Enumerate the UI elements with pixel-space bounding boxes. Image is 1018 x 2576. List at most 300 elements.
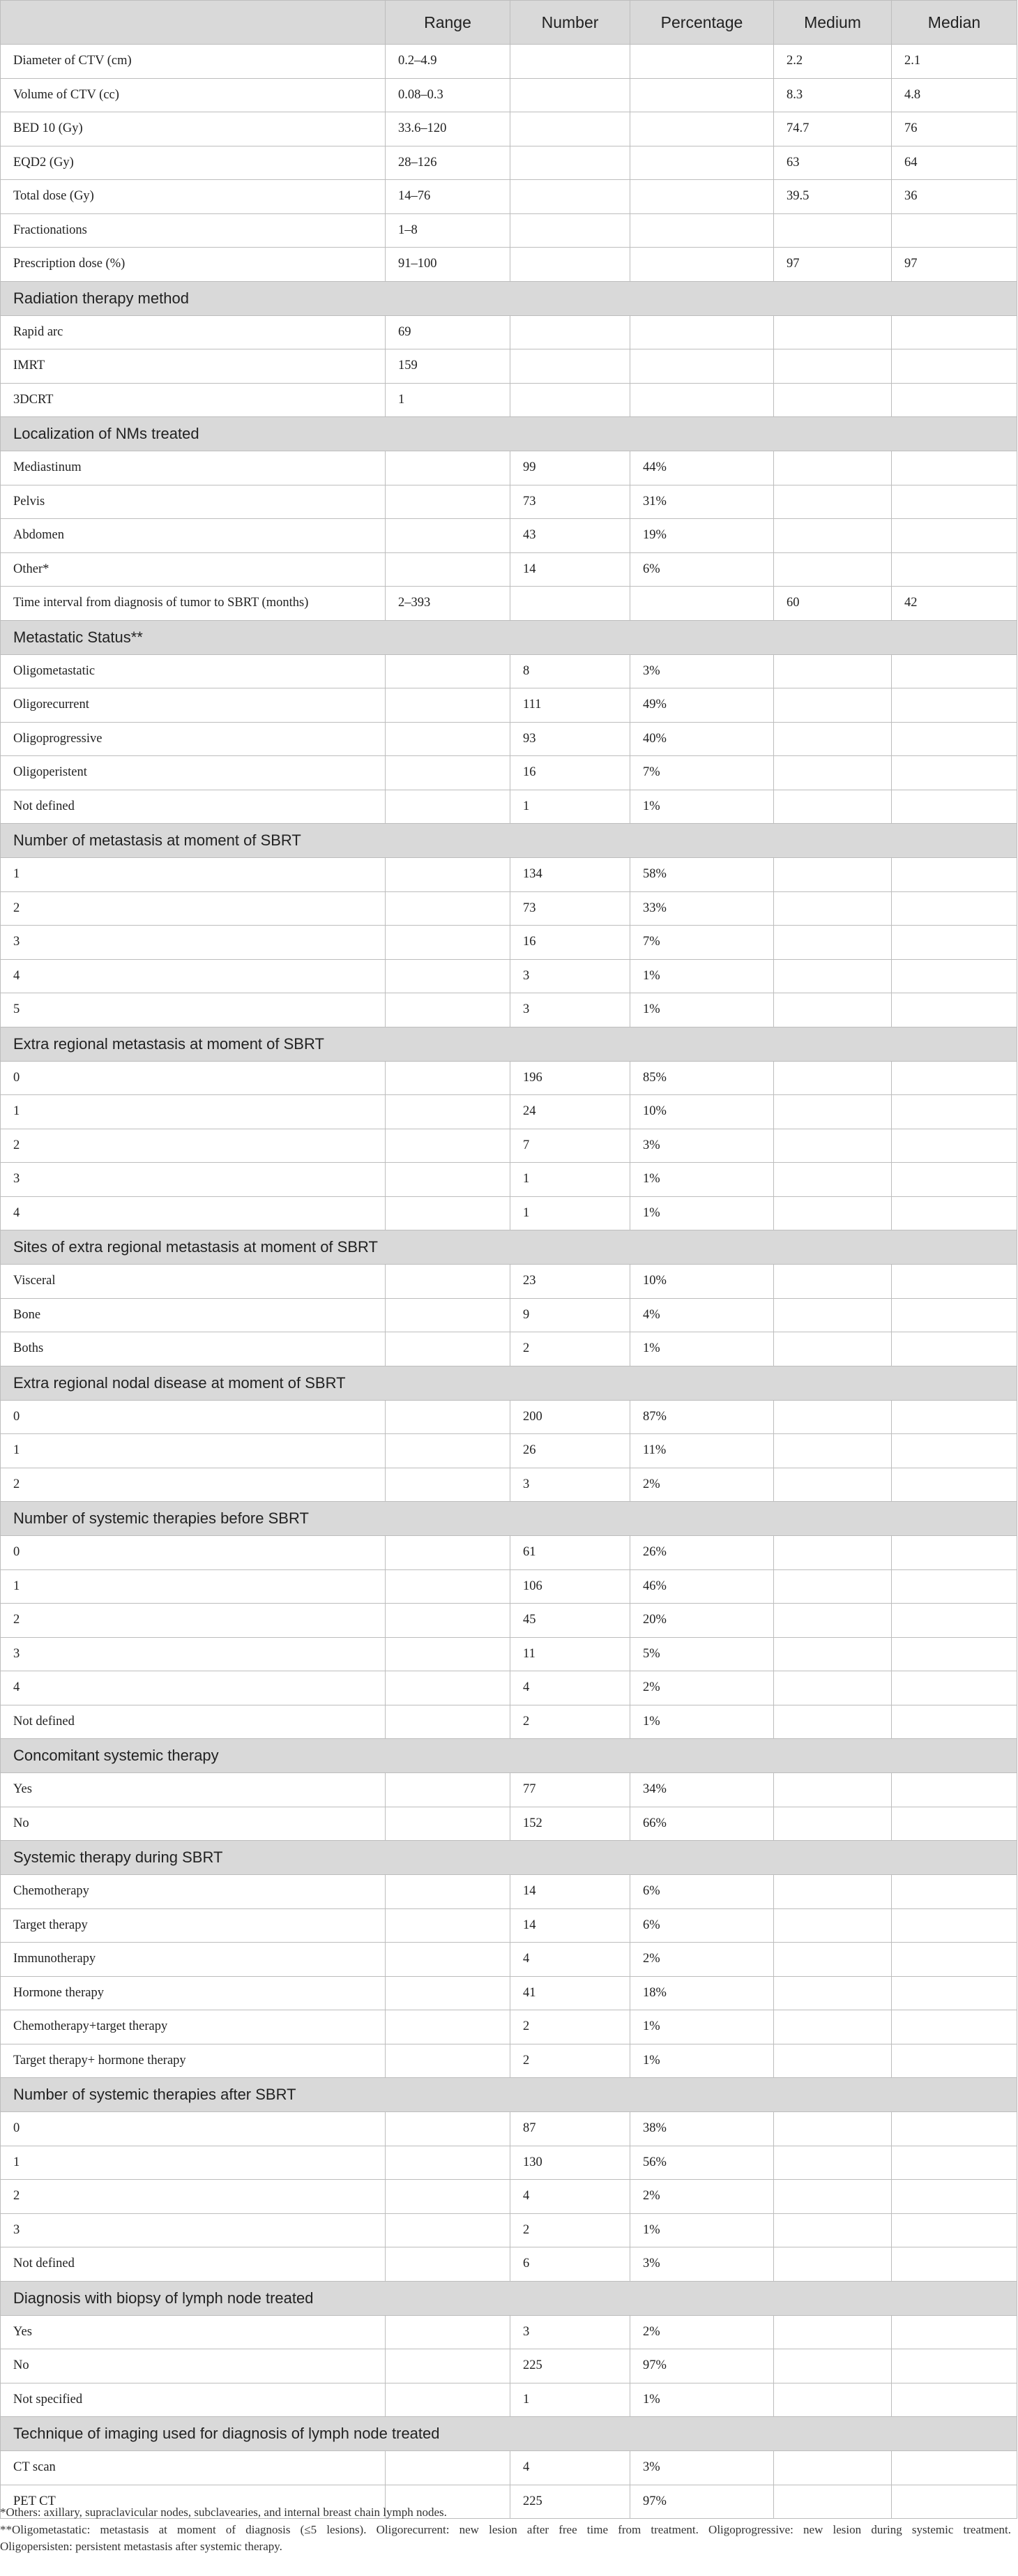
cell-number: 3 xyxy=(510,959,630,993)
cell-number: 1 xyxy=(510,1163,630,1197)
cell-median xyxy=(892,1400,1017,1434)
cell-number: 41 xyxy=(510,1976,630,2010)
cell-number: 16 xyxy=(510,756,630,790)
cell-range xyxy=(386,1265,510,1299)
cell-range xyxy=(386,1604,510,1638)
cell-range xyxy=(386,2044,510,2078)
cell-range: 69 xyxy=(386,315,510,349)
cell-percentage: 34% xyxy=(630,1773,774,1807)
cell-label: BED 10 (Gy) xyxy=(1,112,386,146)
cell-number: 4 xyxy=(510,2180,630,2214)
cell-label: 0 xyxy=(1,1061,386,1095)
cell-number: 4 xyxy=(510,1671,630,1705)
cell-number: 3 xyxy=(510,993,630,1027)
cell-medium xyxy=(774,1976,892,2010)
cell-median xyxy=(892,1536,1017,1570)
cell-range: 1 xyxy=(386,383,510,417)
cell-number: 2 xyxy=(510,2010,630,2044)
cell-median xyxy=(892,1976,1017,2010)
cell-label: 1 xyxy=(1,2146,386,2180)
table-row xyxy=(1,112,1017,146)
cell-percentage: 1% xyxy=(630,790,774,824)
table-row xyxy=(1,993,1017,1027)
cell-median xyxy=(892,2044,1017,2078)
section-header-row xyxy=(1,824,1017,858)
cell-percentage: 1% xyxy=(630,1705,774,1739)
cell-medium xyxy=(774,2315,892,2349)
table-row xyxy=(1,959,1017,993)
cell-label: 3 xyxy=(1,2213,386,2247)
cell-percentage: 87% xyxy=(630,1400,774,1434)
table-row xyxy=(1,451,1017,485)
cell-range xyxy=(386,2146,510,2180)
cell-label: Abdomen xyxy=(1,519,386,553)
cell-number: 225 xyxy=(510,2485,630,2519)
cell-label: CT scan xyxy=(1,2451,386,2485)
cell-label: Rapid arc xyxy=(1,315,386,349)
cell-number: 73 xyxy=(510,485,630,519)
cell-percentage: 2% xyxy=(630,1671,774,1705)
cell-label: 3 xyxy=(1,1163,386,1197)
cell-range xyxy=(386,1976,510,2010)
cell-label: Not specified xyxy=(1,2383,386,2417)
cell-label: Volume of CTV (cc) xyxy=(1,78,386,112)
table-row xyxy=(1,1434,1017,1468)
cell-range xyxy=(386,1773,510,1807)
cell-percentage xyxy=(630,349,774,384)
table-row xyxy=(1,1875,1017,1909)
cell-number: 106 xyxy=(510,1569,630,1604)
cell-percentage: 2% xyxy=(630,2180,774,2214)
cell-range xyxy=(386,1569,510,1604)
cell-number xyxy=(510,213,630,248)
cell-label: Immunotherapy xyxy=(1,1943,386,1977)
cell-number: 8 xyxy=(510,654,630,688)
cell-number: 2 xyxy=(510,2213,630,2247)
cell-median xyxy=(892,1604,1017,1638)
cell-percentage: 44% xyxy=(630,451,774,485)
cell-percentage: 56% xyxy=(630,2146,774,2180)
cell-range xyxy=(386,1434,510,1468)
cell-median xyxy=(892,1773,1017,1807)
cell-medium xyxy=(774,2146,892,2180)
cell-percentage: 19% xyxy=(630,519,774,553)
cell-number: 43 xyxy=(510,519,630,553)
table-row xyxy=(1,2180,1017,2214)
cell-median xyxy=(892,451,1017,485)
cell-medium: 60 xyxy=(774,587,892,621)
table-row xyxy=(1,1265,1017,1299)
cell-percentage: 18% xyxy=(630,1976,774,2010)
table-row xyxy=(1,1332,1017,1366)
cell-percentage: 20% xyxy=(630,1604,774,1638)
cell-medium xyxy=(774,315,892,349)
cell-range xyxy=(386,2349,510,2383)
section-header-label: Radiation therapy method xyxy=(1,281,1017,315)
cell-median xyxy=(892,1265,1017,1299)
cell-median xyxy=(892,1569,1017,1604)
cell-range xyxy=(386,2315,510,2349)
cell-number xyxy=(510,146,630,180)
section-header-row xyxy=(1,2078,1017,2112)
cell-medium: 63 xyxy=(774,146,892,180)
cell-percentage: 2% xyxy=(630,2315,774,2349)
cell-median xyxy=(892,2383,1017,2417)
cell-medium: 2.2 xyxy=(774,45,892,79)
section-header-row xyxy=(1,281,1017,315)
cell-median xyxy=(892,722,1017,756)
cell-percentage xyxy=(630,248,774,282)
section-header-label: Number of metastasis at moment of SBRT xyxy=(1,824,1017,858)
cell-percentage: 58% xyxy=(630,858,774,892)
cell-range xyxy=(386,926,510,960)
cell-medium xyxy=(774,2112,892,2146)
cell-medium xyxy=(774,1807,892,1841)
cell-medium xyxy=(774,2180,892,2214)
cell-median xyxy=(892,2451,1017,2485)
section-header-label: Concomitant systemic therapy xyxy=(1,1739,1017,1773)
cell-medium xyxy=(774,552,892,587)
cell-number: 87 xyxy=(510,2112,630,2146)
table-row xyxy=(1,790,1017,824)
table-row xyxy=(1,248,1017,282)
cell-medium xyxy=(774,891,892,926)
cell-percentage: 7% xyxy=(630,926,774,960)
cell-number: 134 xyxy=(510,858,630,892)
table-row xyxy=(1,1976,1017,2010)
cell-number: 4 xyxy=(510,1943,630,1977)
section-header-label: Metastatic Status** xyxy=(1,620,1017,654)
cell-range: 0.08–0.3 xyxy=(386,78,510,112)
header-cell-range: Range xyxy=(386,1,510,45)
cell-percentage: 3% xyxy=(630,2451,774,2485)
cell-range xyxy=(386,2247,510,2282)
table-row xyxy=(1,891,1017,926)
cell-median xyxy=(892,2247,1017,2282)
footnote-metastatic-status: **Oligometastatic: metastasis at moment of diagnosis (≤5 lesions). Oligorecurrent: new lesion after free time from treatment. Oligoprogressive: new lesion during systemic treatment. xyxy=(0,2522,1011,2536)
cell-percentage xyxy=(630,146,774,180)
cell-percentage: 38% xyxy=(630,2112,774,2146)
cell-medium xyxy=(774,1400,892,1434)
cell-medium xyxy=(774,858,892,892)
cell-medium xyxy=(774,790,892,824)
cell-number xyxy=(510,383,630,417)
cell-number xyxy=(510,45,630,79)
cell-medium xyxy=(774,451,892,485)
cell-median xyxy=(892,1875,1017,1909)
cell-number: 1 xyxy=(510,790,630,824)
cell-range: 33.6–120 xyxy=(386,112,510,146)
cell-median xyxy=(892,756,1017,790)
cell-medium xyxy=(774,1265,892,1299)
cell-median xyxy=(892,1434,1017,1468)
table-body xyxy=(1,45,1017,2519)
cell-medium xyxy=(774,1163,892,1197)
section-header-row xyxy=(1,1230,1017,1265)
section-header-row xyxy=(1,2281,1017,2315)
cell-label: No xyxy=(1,1807,386,1841)
cell-percentage: 1% xyxy=(630,2383,774,2417)
section-header-label: Number of systemic therapies before SBRT xyxy=(1,1502,1017,1536)
section-header-label: Technique of imaging used for diagnosis of lymph node treated xyxy=(1,2417,1017,2451)
cell-label: 4 xyxy=(1,959,386,993)
cell-number: 14 xyxy=(510,552,630,587)
cell-percentage: 40% xyxy=(630,722,774,756)
cell-number: 1 xyxy=(510,2383,630,2417)
table-row xyxy=(1,1943,1017,1977)
cell-medium: 8.3 xyxy=(774,78,892,112)
cell-median xyxy=(892,213,1017,248)
cell-range xyxy=(386,1298,510,1332)
header-cell-number: Number xyxy=(510,1,630,45)
cell-range xyxy=(386,552,510,587)
table-row xyxy=(1,213,1017,248)
table-row xyxy=(1,1400,1017,1434)
cell-median xyxy=(892,926,1017,960)
header-cell-percentage: Percentage xyxy=(630,1,774,45)
cell-label: 4 xyxy=(1,1196,386,1230)
table-row xyxy=(1,2213,1017,2247)
cell-medium xyxy=(774,1671,892,1705)
cell-label: IMRT xyxy=(1,349,386,384)
section-header-label: Systemic therapy during SBRT xyxy=(1,1841,1017,1875)
cell-range: 28–126 xyxy=(386,146,510,180)
cell-percentage: 2% xyxy=(630,1468,774,1502)
cell-percentage: 10% xyxy=(630,1095,774,1129)
cell-percentage: 49% xyxy=(630,688,774,723)
cell-percentage: 97% xyxy=(630,2349,774,2383)
table-row xyxy=(1,1163,1017,1197)
cell-label: Hormone therapy xyxy=(1,1976,386,2010)
cell-percentage: 97% xyxy=(630,2485,774,2519)
cell-label: 1 xyxy=(1,1569,386,1604)
cell-medium xyxy=(774,1773,892,1807)
cell-number: 200 xyxy=(510,1400,630,1434)
cell-median xyxy=(892,993,1017,1027)
table-row xyxy=(1,552,1017,587)
table-row xyxy=(1,2349,1017,2383)
cell-median xyxy=(892,552,1017,587)
cell-medium xyxy=(774,485,892,519)
cell-percentage: 4% xyxy=(630,1298,774,1332)
cell-median xyxy=(892,654,1017,688)
cell-label: 3DCRT xyxy=(1,383,386,417)
cell-label: 3 xyxy=(1,1637,386,1671)
cell-number: 2 xyxy=(510,2044,630,2078)
cell-number: 2 xyxy=(510,1332,630,1366)
cell-median xyxy=(892,959,1017,993)
cell-range xyxy=(386,1637,510,1671)
table-row xyxy=(1,485,1017,519)
cell-percentage: 85% xyxy=(630,1061,774,1095)
cell-range xyxy=(386,1468,510,1502)
cell-range xyxy=(386,2010,510,2044)
cell-range xyxy=(386,519,510,553)
cell-medium xyxy=(774,2383,892,2417)
cell-label: Mediastinum xyxy=(1,451,386,485)
cell-median: 4.8 xyxy=(892,78,1017,112)
cell-percentage: 2% xyxy=(630,1943,774,1977)
cell-number: 3 xyxy=(510,2315,630,2349)
cell-range xyxy=(386,2213,510,2247)
cell-label: 2 xyxy=(1,1129,386,1163)
cell-median xyxy=(892,1129,1017,1163)
table-row xyxy=(1,654,1017,688)
table-row xyxy=(1,1196,1017,1230)
table-row xyxy=(1,2044,1017,2078)
cell-label: PET CT xyxy=(1,2485,386,2519)
cell-number: 4 xyxy=(510,2451,630,2485)
cell-percentage xyxy=(630,383,774,417)
cell-label: 2 xyxy=(1,1604,386,1638)
section-header-label: Extra regional metastasis at moment of SBRT xyxy=(1,1027,1017,1061)
cell-label: No xyxy=(1,2349,386,2383)
footnote-metastatic-status-cont: Oligopersisten: persistent metastasis after systemic therapy. xyxy=(0,2540,282,2553)
cell-median xyxy=(892,1671,1017,1705)
cell-label: 4 xyxy=(1,1671,386,1705)
table-row xyxy=(1,1468,1017,1502)
cell-range xyxy=(386,1095,510,1129)
section-header-label: Extra regional nodal disease at moment of SBRT xyxy=(1,1366,1017,1400)
cell-number: 93 xyxy=(510,722,630,756)
cell-number: 9 xyxy=(510,1298,630,1332)
cell-number: 130 xyxy=(510,2146,630,2180)
section-header-label: Localization of NMs treated xyxy=(1,417,1017,451)
cell-percentage: 7% xyxy=(630,756,774,790)
table-row xyxy=(1,146,1017,180)
table-row xyxy=(1,1773,1017,1807)
cell-medium xyxy=(774,2451,892,2485)
cell-percentage: 1% xyxy=(630,2044,774,2078)
cell-label: Oligorecurrent xyxy=(1,688,386,723)
cell-range: 14–76 xyxy=(386,180,510,214)
table-row xyxy=(1,2383,1017,2417)
cell-median xyxy=(892,2010,1017,2044)
cell-number xyxy=(510,180,630,214)
cell-median: 36 xyxy=(892,180,1017,214)
cell-percentage: 5% xyxy=(630,1637,774,1671)
table-row xyxy=(1,926,1017,960)
cell-number: 16 xyxy=(510,926,630,960)
cell-median xyxy=(892,2213,1017,2247)
cell-label: Yes xyxy=(1,2315,386,2349)
cell-percentage: 46% xyxy=(630,1569,774,1604)
cell-median xyxy=(892,1061,1017,1095)
cell-range xyxy=(386,891,510,926)
cell-percentage: 6% xyxy=(630,1908,774,1943)
cell-median xyxy=(892,688,1017,723)
cell-label: Chemotherapy xyxy=(1,1875,386,1909)
cell-medium xyxy=(774,926,892,960)
cell-label: Target therapy+ hormone therapy xyxy=(1,2044,386,2078)
table-row xyxy=(1,2112,1017,2146)
cell-label: 1 xyxy=(1,858,386,892)
cell-medium xyxy=(774,756,892,790)
cell-medium xyxy=(774,1061,892,1095)
cell-label: Time interval from diagnosis of tumor to SBRT (months) xyxy=(1,587,386,621)
footnote-others: *Others: axillary, supraclavicular nodes, subclavearies, and internal breast chain lymph nodes. xyxy=(0,2506,447,2519)
cell-median xyxy=(892,349,1017,384)
cell-number: 2 xyxy=(510,1705,630,1739)
cell-number: 24 xyxy=(510,1095,630,1129)
cell-label: 2 xyxy=(1,1468,386,1502)
cell-median xyxy=(892,1637,1017,1671)
section-header-row xyxy=(1,417,1017,451)
cell-range xyxy=(386,1536,510,1570)
cell-median xyxy=(892,1298,1017,1332)
cell-range xyxy=(386,1061,510,1095)
cell-medium xyxy=(774,1875,892,1909)
cell-percentage: 3% xyxy=(630,654,774,688)
section-header-label: Sites of extra regional metastasis at moment of SBRT xyxy=(1,1230,1017,1265)
cell-range: 0.2–4.9 xyxy=(386,45,510,79)
section-header-row xyxy=(1,1502,1017,1536)
cell-median: 64 xyxy=(892,146,1017,180)
table-row xyxy=(1,756,1017,790)
cell-medium xyxy=(774,1434,892,1468)
cell-medium xyxy=(774,383,892,417)
table-footnotes xyxy=(0,2504,1011,2556)
cell-number xyxy=(510,587,630,621)
table-row xyxy=(1,1061,1017,1095)
cell-number xyxy=(510,315,630,349)
cell-label: 2 xyxy=(1,891,386,926)
cell-percentage: 1% xyxy=(630,959,774,993)
table-row xyxy=(1,1095,1017,1129)
cell-percentage: 1% xyxy=(630,1332,774,1366)
cell-range xyxy=(386,722,510,756)
cell-number: 77 xyxy=(510,1773,630,1807)
cell-range xyxy=(386,756,510,790)
cell-percentage: 1% xyxy=(630,1163,774,1197)
section-header-row xyxy=(1,1841,1017,1875)
cell-number: 99 xyxy=(510,451,630,485)
cell-label: Not defined xyxy=(1,1705,386,1739)
cell-median xyxy=(892,1332,1017,1366)
cell-label: Other* xyxy=(1,552,386,587)
cell-medium xyxy=(774,1468,892,1502)
cell-range xyxy=(386,2451,510,2485)
cell-median xyxy=(892,1095,1017,1129)
cell-range xyxy=(386,858,510,892)
cell-medium xyxy=(774,1129,892,1163)
table-row xyxy=(1,383,1017,417)
cell-range xyxy=(386,1943,510,1977)
section-header-label: Number of systemic therapies after SBRT xyxy=(1,2078,1017,2112)
cell-number: 11 xyxy=(510,1637,630,1671)
cell-label: Oligometastatic xyxy=(1,654,386,688)
table-row xyxy=(1,1671,1017,1705)
cell-medium xyxy=(774,349,892,384)
cell-percentage: 6% xyxy=(630,1875,774,1909)
cell-medium xyxy=(774,688,892,723)
cell-medium xyxy=(774,722,892,756)
cell-medium xyxy=(774,2247,892,2282)
cell-median xyxy=(892,315,1017,349)
cell-medium xyxy=(774,213,892,248)
cell-medium xyxy=(774,2010,892,2044)
table-row xyxy=(1,1298,1017,1332)
section-header-row xyxy=(1,1739,1017,1773)
cell-median xyxy=(892,1196,1017,1230)
cell-range xyxy=(386,451,510,485)
cell-number: 7 xyxy=(510,1129,630,1163)
cell-label: Prescription dose (%) xyxy=(1,248,386,282)
cell-median xyxy=(892,2349,1017,2383)
cell-number: 23 xyxy=(510,1265,630,1299)
cell-percentage: 31% xyxy=(630,485,774,519)
cell-number xyxy=(510,248,630,282)
